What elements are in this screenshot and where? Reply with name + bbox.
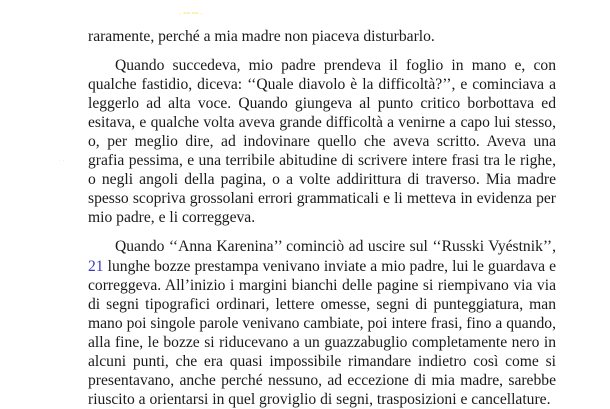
faint-margin-mark: ‧‧ bbox=[58, 156, 67, 167]
paragraph-anna-karenina bbox=[88, 237, 556, 408]
paragraph-text-before-ref: Quando ‘‘Anna Karenina’’ cominciò ad uscire sul ‘‘Russki Vyéstnik’’, bbox=[115, 238, 556, 256]
body-text bbox=[88, 27, 556, 409]
faint-header-mark: ·╍╍· bbox=[178, 6, 205, 20]
paragraph-text-after-ref: lunghe bozze prestampa venivano inviate a mio padre, lui le guardava e correggeva. All’inizio i margini bianchi delle pagine si riempivano via via di segni tipografici ordinari, lettere omesse, segni di punteggiatura, man mano poi singole parole venivano cambiate, poi intere frasi, fino a quando, alla fine, le bozze si riducevano a un guazzabuglio completamente nero in alcuni punti, che era quasi impossibile rimandare indietro così come si presentavano, anche perché nessuno, ad eccezione di mia madre, sarebbe riuscito a orientarsi in quel groviglio di segni, trasposizioni e cancellature. bbox=[88, 257, 557, 408]
footnote-link-21[interactable]: 21 bbox=[88, 257, 104, 275]
paragraph-continuation: raramente, perché a mia madre non piaceva disturbarlo. bbox=[88, 28, 435, 45]
paragraph-father-reading: Quando succedeva, mio padre prendeva il foglio in mano e, con qualche fastidio, diceva: ‘‘Quale diavolo è la difficoltà?’’, e cominciava a leggerlo ad alta voce. Quando giungeva al punto critico borbottava ed esitava, e qualche volta aveva grande difficoltà a venirne a capo lui stesso, o, per meglio dire, ad indovinare quello che aveva scritto. Aveva una grafia pessima, e una terribile abitudine di scrivere intere frasi tra le righe, o negli angoli della pagina, o a volte addirittura di traverso. Mia madre spesso scopriva grossolani errori grammaticali e li metteva in evidenza per mio padre, e li correggeva. bbox=[88, 57, 556, 227]
